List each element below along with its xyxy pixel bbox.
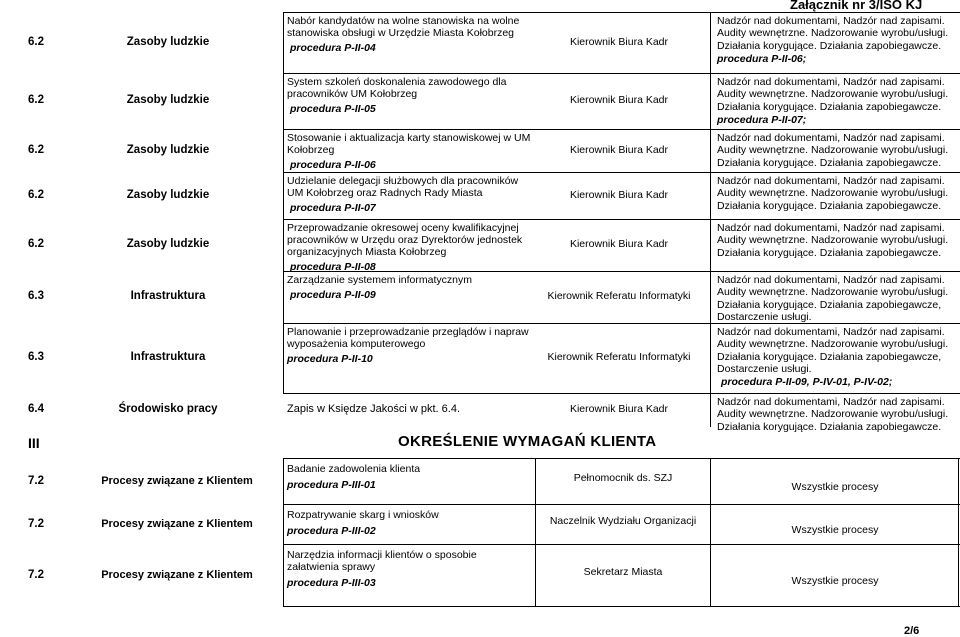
category-label: Zasoby ludzkie: [126, 35, 210, 48]
table-border: [283, 271, 960, 272]
table-border: [283, 393, 960, 394]
description-text: Narzędzia informacji klientów o sposobie: [287, 549, 477, 561]
procedure-ref: procedura P-III-03: [287, 577, 376, 589]
control-text: Działania korygujące. Działania zapobiegawcze,: [717, 350, 942, 363]
scope-label: Wszystkie procesy: [791, 481, 879, 493]
table-border: [283, 458, 284, 606]
control-text: Nadzór nad dokumentami, Nadzór nad zapisami.: [717, 76, 945, 88]
row-number: 6.2: [28, 143, 44, 156]
section-title: OKREŚLENIE WYMAGAŃ KLIENTA: [398, 433, 657, 450]
category-label: Środowisko pracy: [118, 403, 218, 415]
description-text: Badanie zadowolenia klienta: [287, 463, 421, 475]
category-label: Procesy związane z Klientem: [101, 475, 253, 487]
category-label: Zasoby ludzkie: [126, 94, 210, 106]
table-border: [283, 73, 960, 74]
description-text: Zarządzanie systemem informatycznym: [287, 274, 472, 286]
category-label: Procesy związane z Klientem: [101, 518, 253, 530]
control-text: Działania korygujące. Działania zapobiegawcze.: [717, 100, 942, 113]
table-border: [283, 12, 284, 393]
control-text: Audity wewnętrzne. Nadzorowanie wyrobu/usługi.: [717, 187, 949, 200]
procedure-ref: procedura P-II-08: [290, 261, 376, 273]
table-border: [283, 504, 960, 505]
row-number: 6.2: [28, 94, 44, 106]
responsible-person: Kierownik Biura Kadr: [569, 238, 669, 250]
procedure-ref: procedura P-II-09: [290, 289, 376, 301]
description-text: pracowników w Urzędu oraz Dyrektorów jednostek: [287, 234, 523, 246]
control-procedure: procedura P-II-09, P-IV-01, P-IV-02;: [721, 376, 893, 389]
page-number: 2/6: [904, 625, 920, 637]
description-text: Nabór kandydatów na wolne stanowiska na wolne: [287, 15, 520, 27]
procedure-ref: procedura P-II-07: [290, 202, 376, 214]
description-text: załatwienia sprawy: [287, 561, 376, 573]
responsible-person: Kierownik Biura Kadr: [569, 94, 669, 106]
description-text: Kołobrzeg: [287, 144, 335, 156]
row-number: 7.2: [28, 475, 44, 487]
row-number: 6.3: [28, 290, 44, 302]
responsible-person: Pełnomocnik ds. SZJ: [573, 472, 673, 484]
row-number: 6.4: [28, 403, 44, 415]
row-number: 6.2: [28, 238, 44, 250]
description-text: Rozpatrywanie skarg i wniosków: [287, 509, 439, 521]
table-border: [710, 458, 711, 606]
responsible-person: Kierownik Referatu Informatyki: [547, 290, 691, 302]
procedure-ref: procedura P-III-02: [287, 525, 376, 537]
control-text: Działania korygujące. Działania zapobiegawcze.: [717, 199, 942, 212]
control-text: Działania korygujące. Działania zapobiegawcze.: [717, 39, 942, 52]
description-text: Udzielanie delegacji służbowych dla pracowników: [287, 175, 519, 187]
table-border: [283, 172, 960, 173]
description-text: organizacyjnych Miasta Kołobrzeg: [287, 246, 447, 258]
control-text: Audity wewnętrzne. Nadzorowanie wyrobu/usługi.: [717, 408, 949, 421]
category-label: Infrastruktura: [130, 351, 206, 363]
control-text: Audity wewnętrzne. Nadzorowanie wyrobu/usługi.: [717, 286, 949, 299]
control-text: Nadzór nad dokumentami, Nadzór nad zapisami.: [717, 132, 945, 144]
control-text: Audity wewnętrzne. Nadzorowanie wyrobu/usługi.: [717, 144, 949, 157]
attachment-note: Załącznik nr 3/ISO KJ: [790, 0, 923, 12]
responsible-person: Kierownik Referatu Informatyki: [547, 351, 691, 363]
table-border: [283, 544, 960, 545]
description-text: Planowanie i przeprowadzanie przeglądów i napraw: [287, 326, 529, 338]
procedure-ref: procedura P-II-06: [290, 159, 376, 171]
procedure-ref: procedura P-III-01: [287, 479, 376, 491]
category-label: Procesy związane z Klientem: [101, 569, 253, 581]
row-number: 6.3: [28, 351, 44, 363]
control-text: Audity wewnętrzne. Nadzorowanie wyrobu/usługi.: [717, 88, 949, 101]
responsible-person: Naczelnik Wydziału Organizacji: [549, 515, 697, 527]
procedure-ref: procedura P-II-10: [287, 353, 373, 365]
control-text: Audity wewnętrzne. Nadzorowanie wyrobu/usługi.: [717, 27, 949, 40]
control-text: Audity wewnętrzne. Nadzorowanie wyrobu/usługi.: [717, 234, 949, 247]
control-text: Działania korygujące. Działania zapobiegawcze,: [717, 298, 942, 311]
control-text: Nadzór nad dokumentami, Nadzór nad zapisami.: [717, 222, 945, 234]
row-number: 6.2: [28, 188, 44, 201]
table-border: [283, 323, 960, 324]
table-border: [283, 129, 960, 130]
control-text: Działania korygujące. Działania zapobiegawcze.: [717, 420, 942, 433]
procedure-ref: procedura P-II-04: [290, 42, 376, 54]
control-procedure: procedura P-II-07;: [717, 113, 807, 126]
control-text: Dostarczenie usługi.: [717, 310, 812, 323]
control-text: Nadzór nad dokumentami, Nadzór nad zapisami.: [717, 15, 945, 27]
description-text: wyposażenia komputerowego: [287, 338, 426, 350]
row-number: 7.2: [28, 518, 44, 530]
table-border: [958, 458, 959, 606]
category-label: Zasoby ludzkie: [126, 143, 210, 156]
description-text: Stosowanie i aktualizacja karty stanowiskowej w UM: [287, 132, 531, 144]
responsible-person: Kierownik Biura Kadr: [569, 188, 669, 201]
control-text: Działania korygujące. Działania zapobiegawcze.: [717, 246, 942, 259]
category-label: Zasoby ludzkie: [126, 238, 210, 250]
description-text: Zapis w Księdze Jakości w pkt. 6.4.: [287, 403, 461, 415]
control-procedure: procedura P-II-06;: [717, 52, 807, 65]
control-text: Nadzór nad dokumentami, Nadzór nad zapisami.: [717, 326, 945, 338]
scope-label: Wszystkie procesy: [791, 575, 879, 587]
description-text: pracowników UM Kołobrzeg: [287, 88, 418, 100]
control-text: Audity wewnętrzne. Nadzorowanie wyrobu/usługi.: [717, 338, 949, 351]
row-number: 7.2: [28, 569, 44, 581]
responsible-person: Sekretarz Miasta: [583, 566, 663, 578]
table-border: [535, 458, 536, 606]
control-text: Działania korygujące. Działania zapobiegawcze.: [717, 156, 942, 169]
description-text: System szkoleń doskonalenia zawodowego dla: [287, 76, 507, 88]
procedure-ref: procedura P-II-05: [290, 103, 376, 115]
description-text: Przeprowadzanie okresowej oceny kwalifikacyjnej: [287, 222, 519, 234]
control-text: Nadzór nad dokumentami, Nadzór nad zapisami.: [717, 396, 945, 408]
table-border: [283, 12, 960, 13]
responsible-person: Kierownik Biura Kadr: [569, 143, 669, 156]
scope-label: Wszystkie procesy: [791, 524, 879, 536]
control-text: Dostarczenie usługi.: [717, 362, 812, 375]
table-border: [283, 458, 960, 459]
description-text: UM Kołobrzeg oraz Radnych Rady Miasta: [287, 187, 483, 199]
section-number: III: [28, 435, 40, 451]
description-text: stanowiska obsługi w Urzędzie Miasta Kołobrzeg: [287, 27, 515, 39]
row-number: 6.2: [28, 35, 44, 48]
category-label: Infrastruktura: [130, 290, 206, 302]
category-label: Zasoby ludzkie: [126, 188, 210, 201]
control-text: Nadzór nad dokumentami, Nadzór nad zapisami.: [717, 274, 945, 286]
control-text: Nadzór nad dokumentami, Nadzór nad zapisami.: [717, 175, 945, 187]
table-border: [283, 219, 960, 220]
responsible-person: Kierownik Biura Kadr: [569, 35, 669, 48]
table-border: [283, 606, 960, 607]
responsible-person: Kierownik Biura Kadr: [569, 403, 669, 415]
